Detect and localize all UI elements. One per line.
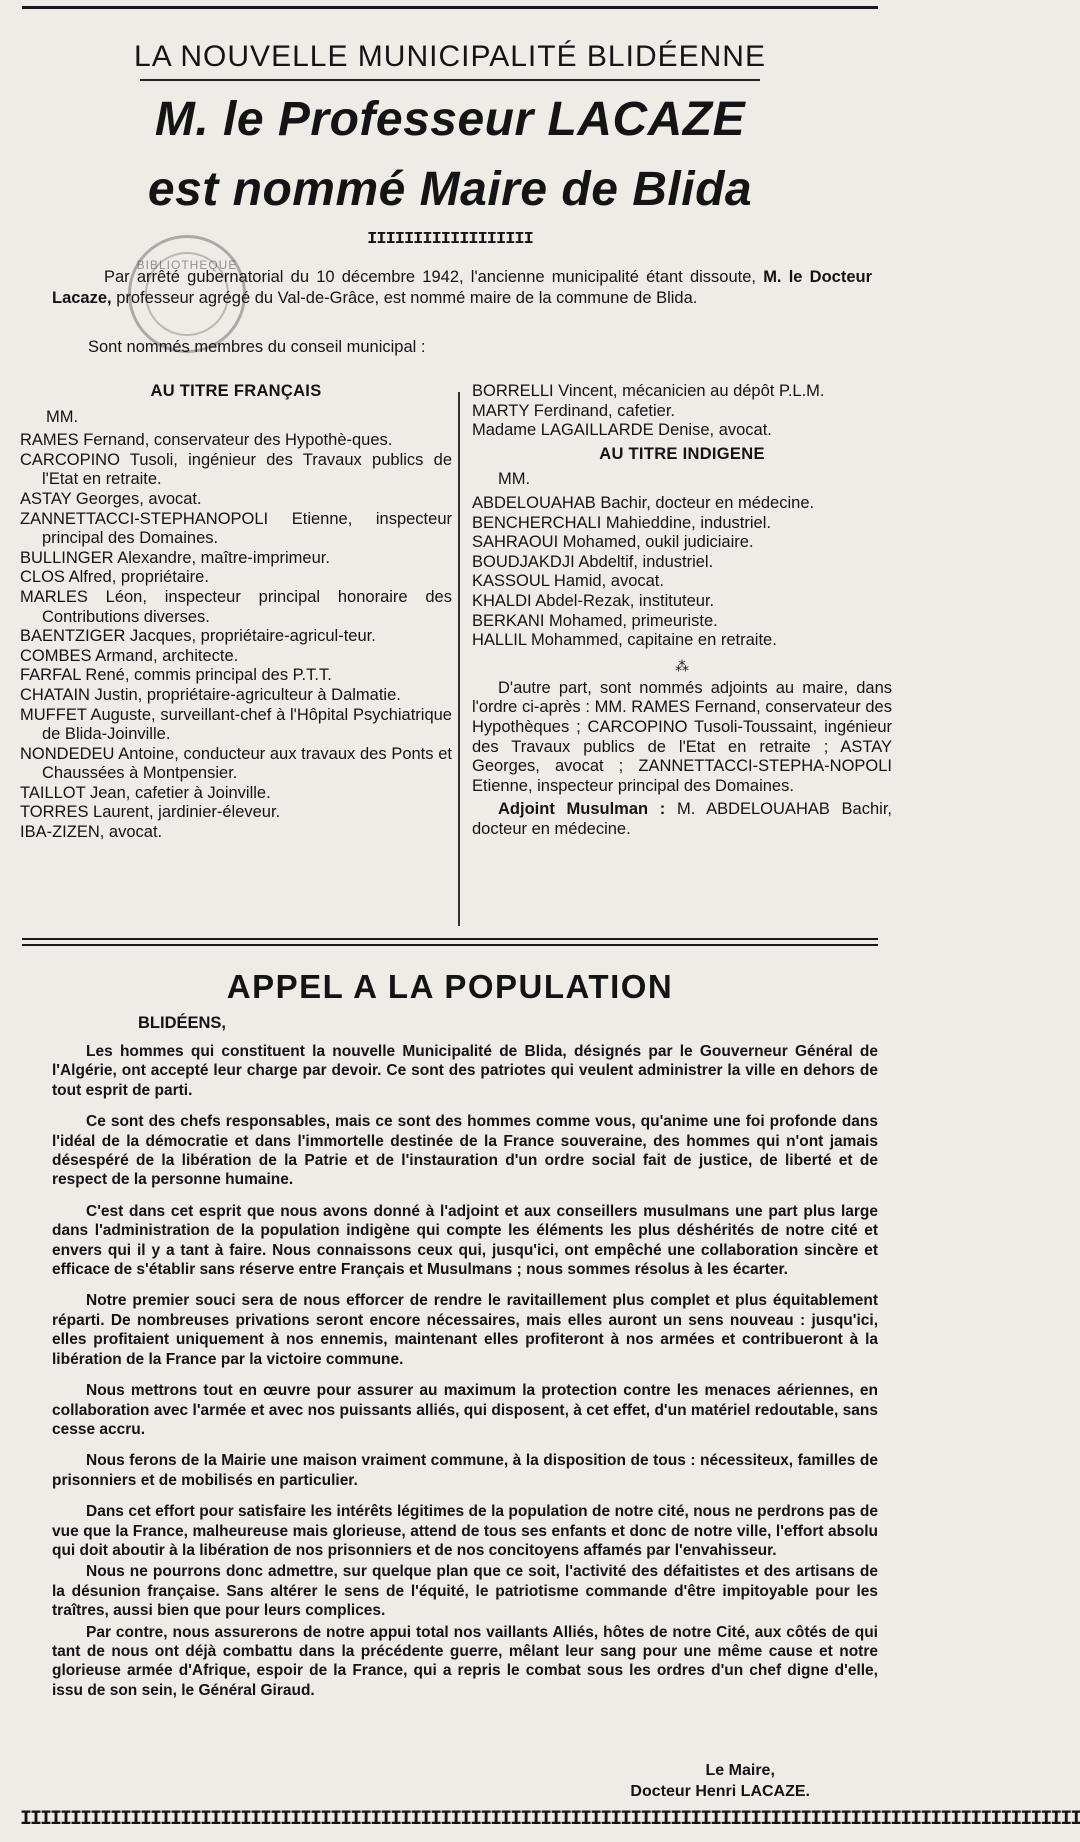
appel-body: [52, 1042, 878, 1712]
member-entry: TAILLOT Jean, cafetier à Joinville.: [20, 783, 271, 802]
appel-title: APPEL A LA POPULATION: [226, 968, 674, 1005]
member-entry: KASSOUL Hamid, avocat.: [472, 572, 664, 591]
adjoint-musulman-label: Adjoint Musulman :: [498, 800, 666, 819]
appel-paragraph: Dans cet effort pour satisfaire les intérêts légitimes de la population de notre cité, nous ne perdrons pas de vue que la France, malheureuse mais glorieuse, attend de tous ses enfants et donc de notre ville, l'effort absolu qui doit aboutir à la libération de nos prisonniers et de nos concitoyens affamés par l'envahisseur.: [52, 1503, 878, 1559]
footer-ornament: IIIIIIIIIIIIIIIIIIIIIIIIIIIIIIIIIIIIIIIIIIIIIIIIIIIIIIIIIIIIIIIIIIIIIIIIIIIIIIIIIIIIIIIIIIIIIIIIIIIIIIIIII: [20, 1808, 1080, 1831]
member-entry: CHATAIN Justin, propriétaire-agriculteur à Dalmatie.: [20, 685, 401, 704]
appel-paragraph: C'est dans cet esprit que nous avons donné à l'adjoint et aux conseillers musulmans une part plus large dans l'administration de la population indigène qui compte les éléments les plus déshérités de notre cité et envers qui il y a tant à faire. Nous connaissons ceux qui, jusqu'ici, ont empêché une collaboration sincère et efficace de s'établir sans réserve entre Français et Musulmans ; nous sommes résolus à les écarter.: [52, 1202, 878, 1279]
member-entry: BENCHERCHALI Mahieddine, industriel.: [472, 513, 771, 532]
appel-paragraph: Nous mettrons tout en œuvre pour assurer au maximum la protection contre les menaces aériennes, en collaboration avec l'armée et avec nos puissants alliés, qui disposent, à cet effet, d'un matériel redoutable, sans cesse accru.: [52, 1382, 878, 1438]
top-rule: [22, 6, 878, 9]
adjoint-musulman-text: M. ABDELOUAHAB Bachir, docteur en médecine.: [472, 800, 892, 838]
member-entry: BAENTZIGER Jacques, propriétaire-agricul-teur.: [20, 627, 376, 646]
appel-paragraph: Nous ne pourrons donc admettre, sur quelque plan que ce soit, l'activité des défaitistes et des artisans de la désunion française. Sans altérer le sens de l'équité, le patriotisme commande d'être impitoyable pour les traîtres, aussi bien que pour leurs complices.: [52, 1563, 878, 1620]
member-entry: RAMES Fernand, conservateur des Hypothè-ques.: [20, 431, 393, 450]
member-entry: IBA-ZIZEN, avocat.: [20, 823, 163, 842]
right-column: [472, 382, 892, 839]
signature-name: Docteur Henri LACAZE.: [630, 1783, 810, 1800]
section-heading-francais: AU TITRE FRANÇAIS: [150, 382, 322, 400]
adjoint-musulman-paragraph: [472, 800, 892, 839]
member-entry: TORRES Laurent, jardinier-éleveur.: [20, 803, 281, 822]
member-entry: NONDEDEU Antoine, conducteur aux travaux des Ponts et Chaussées à Montpensier.: [20, 744, 452, 783]
intro-part-1: Par arrêté gubernatorial du 10 décembre 1942, l'ancienne municipalité étant dissoute,: [104, 268, 764, 286]
mm-label: MM.: [498, 470, 531, 489]
member-entry: ZANNETTACCI-STEPHANOPOLI Etienne, inspecteur principal des Domaines.: [20, 509, 452, 548]
mm-label: MM.: [46, 407, 79, 426]
kicker-heading: LA NOUVELLE MUNICIPALITÉ BLIDÉENNE: [134, 40, 766, 73]
member-entry: BORRELLI Vincent, mécanicien au dépôt P.L.M.: [472, 382, 825, 400]
intro-part-2: professeur agrégé du Val-de-Grâce, est nommé maire de la commune de Blida.: [111, 289, 698, 307]
appel-paragraph: Les hommes qui constituent la nouvelle Municipalité de Blida, désignés par le Gouverneur Général de l'Algérie, ont accepté leur charge par devoir. Ce sont des patriotes qui veulent administrer la ville en dehors de tout esprit de parti.: [52, 1043, 878, 1099]
member-entry: BOUDJAKDJI Abdeltif, industriel.: [472, 552, 714, 571]
member-entry: MARTY Ferdinand, cafetier.: [472, 401, 675, 420]
headline-ornament: IIIIIIIIIIIIIIIIII: [367, 230, 533, 249]
left-column: [20, 382, 452, 843]
member-entry: SAHRAOUI Mohamed, oukil judiciaire.: [472, 533, 754, 552]
signature-title: Le Maire,: [705, 1762, 775, 1779]
member-entry: BULLINGER Alexandre, maître-imprimeur.: [20, 548, 330, 567]
member-entry: Madame LAGAILLARDE Denise, avocat.: [472, 421, 772, 440]
intro-paragraph: [52, 267, 872, 309]
section-divider: [22, 938, 878, 946]
member-entry: COMBES Armand, architecte.: [20, 646, 239, 665]
members-intro: Sont nommés membres du conseil municipal :: [88, 338, 426, 356]
signature-block: [630, 1760, 810, 1802]
adjoints-paragraph: D'autre part, sont nommés adjoints au maire, dans l'ordre ci-après : MM. RAMES Fernand, conservateur des Hypothèques ; CARCOPINO Tusoli-Toussaint, ingénieur des Travaux publics de l'Etat en retraite ; ASTAY Georges, avocat ; ZANNETTACCI-STEPHA-NOPOLI Etienne, inspecteur principal des Domaines.: [472, 678, 892, 795]
member-entry: MUFFET Auguste, surveillant-chef à l'Hôpital Psychiatrique de Blida-Joinville.: [20, 705, 452, 744]
member-entry: ASTAY Georges, avocat.: [20, 489, 202, 508]
member-entry: ABDELOUAHAB Bachir, docteur en médecine.: [472, 493, 815, 512]
asterism-ornament: ⁂: [675, 657, 689, 674]
appel-salutation: BLIDÉENS,: [138, 1014, 227, 1032]
member-entry: CLOS Alfred, propriétaire.: [20, 568, 209, 587]
library-stamp-text: BIBLIOTHEQUE: [136, 258, 238, 272]
kicker-underline: [140, 79, 760, 81]
appel-paragraph: Nous ferons de la Mairie une maison vraiment commune, à la disposition de tous : nécessiteux, familles de prisonniers et de mobilisés en particulier.: [52, 1452, 878, 1489]
appel-paragraph: Par contre, nous assurerons de notre appui total nos vaillants Alliés, hôtes de notre Cité, aux côtés de qui tant de nous ont déjà combattu dans la précédente guerre, mêlant leur sang pour une même cause et notre glorieuse armée d'Afrique, espoir de la France, qui a repris le combat sous les ordres d'un chef digne d'elle, issu de son sein, le Général Giraud.: [52, 1623, 878, 1699]
headline-line-1: M. le Professeur LACAZE: [154, 93, 746, 146]
appel-paragraph: Ce sont des chefs responsables, mais ce sont des hommes comme vous, qu'anime une foi profonde dans l'idéal de la démocratie et dans l'immortelle destinée de la France souveraine, des hommes qui n'ont jamais désespéré de la libération de la Patrie et de l'instauration d'un ordre social fait de justice, de liberté et de respect de la personne humaine.: [52, 1113, 878, 1189]
appel-paragraph: Notre premier souci sera de nous efforcer de rendre le ravitaillement plus complet et plus équitablement réparti. De nombreuses privations seront encore nécessaires, mais elles auront un sens nouveau : jusqu'ici, elles profitaient uniquement à nos ennemis, maintenant elles profiteront à nos armées et contribueront à la libération de la France par la victoire commune.: [52, 1292, 878, 1368]
column-divider: [458, 392, 460, 926]
section-heading-indigene: AU TITRE INDIGENE: [599, 444, 765, 463]
member-entry: BERKANI Mohamed, primeuriste.: [472, 611, 718, 630]
headline-line-2: est nommé Maire de Blida: [147, 163, 753, 216]
member-entry: HALLIL Mohammed, capitaine en retraite.: [472, 631, 777, 650]
intro-name: M. le Docteur Lacaze,: [52, 268, 872, 307]
member-entry: FARFAL René, commis principal des P.T.T.: [20, 666, 332, 685]
member-entry: CARCOPINO Tusoli, ingénieur des Travaux publics de l'Etat en retraite.: [20, 450, 452, 489]
member-entry: MARLES Léon, inspecteur principal honoraire des Contributions diverses.: [20, 587, 452, 626]
member-entry: KHALDI Abdel-Rezak, instituteur.: [472, 591, 715, 610]
